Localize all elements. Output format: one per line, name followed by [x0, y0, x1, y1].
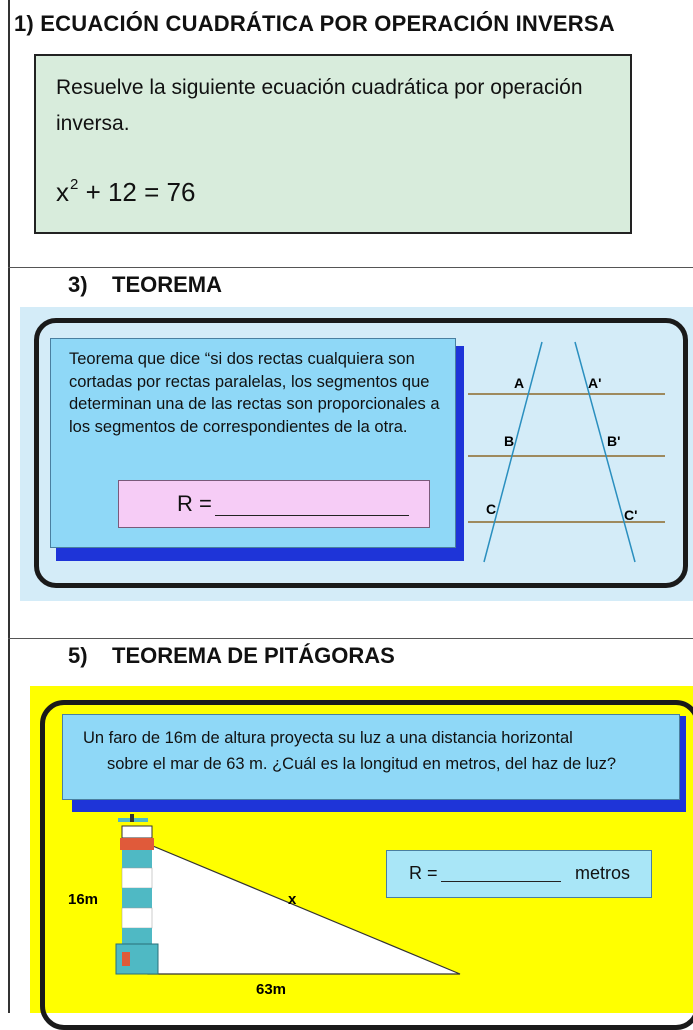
- section5-heading: 5) TEOREMA DE PITÁGORAS: [68, 643, 395, 668]
- section-divider: [8, 267, 693, 268]
- lighthouse-antenna: [130, 814, 134, 822]
- label-b: B: [504, 433, 515, 449]
- lighthouse-door: [122, 952, 130, 966]
- light-beam-triangle: [148, 844, 460, 974]
- lighthouse-band-5: [122, 928, 152, 944]
- transversal-right: [575, 342, 638, 562]
- label-b-prime: B': [607, 433, 621, 449]
- pythagoras-problem-card: [62, 714, 680, 800]
- answer-unit: metros: [575, 863, 631, 883]
- equation-base: x: [56, 177, 69, 207]
- hypotenuse-label: x: [288, 891, 297, 908]
- lighthouse-lantern: [122, 826, 152, 838]
- problem-line-2: sobre el mar de 63 m. ¿Cuál es la longitud en metros, del haz de luz?: [107, 755, 617, 773]
- label-c: C: [486, 501, 497, 517]
- answer-blank-line[interactable]: [215, 515, 409, 516]
- equation-rest: + 12 = 76: [78, 177, 196, 207]
- section1-instruction: Resuelve la siguiente ecuación cuadrática por operación inversa.: [56, 76, 583, 135]
- lighthouse-band-2: [122, 868, 152, 888]
- problem-line-1: Un faro de 16m de altura proyecta su luz a una distancia horizontal: [83, 729, 573, 747]
- thales-diagram: [460, 332, 685, 577]
- section3-heading: 3) TEOREMA: [68, 272, 223, 297]
- label-c-prime: C': [624, 507, 638, 523]
- label-a-prime: A': [588, 375, 602, 391]
- lighthouse-band-1: [122, 850, 152, 868]
- label-a: A: [514, 375, 525, 391]
- answer-label: R =: [177, 491, 212, 516]
- section1-problem-box: [34, 54, 632, 234]
- theorem-description: Teorema que dice “si dos rectas cualquiera son cortadas por rectas paralelas, los segmentos que determinan una de las rectas son proporcionales a los segmentos de correspondientes de la otra.: [69, 350, 440, 436]
- base-label: 63m: [256, 981, 287, 998]
- page-border-left: [8, 0, 10, 1013]
- equation-exponent: 2: [70, 176, 79, 193]
- lighthouse-gallery: [120, 838, 154, 850]
- lighthouse-band-4: [122, 908, 152, 928]
- lighthouse-band-3: [122, 888, 152, 908]
- lighthouse-diagram: [60, 812, 480, 1002]
- section3-answer-box: [118, 480, 430, 528]
- quadratic-equation: [56, 176, 195, 208]
- answer-label: R =: [409, 863, 438, 883]
- section-divider: [8, 638, 693, 639]
- section1-heading: 1) ECUACIÓN CUADRÁTICA POR OPERACIÓN INVERSA: [14, 11, 615, 36]
- transversal-left: [484, 342, 542, 562]
- height-label: 16m: [68, 891, 99, 908]
